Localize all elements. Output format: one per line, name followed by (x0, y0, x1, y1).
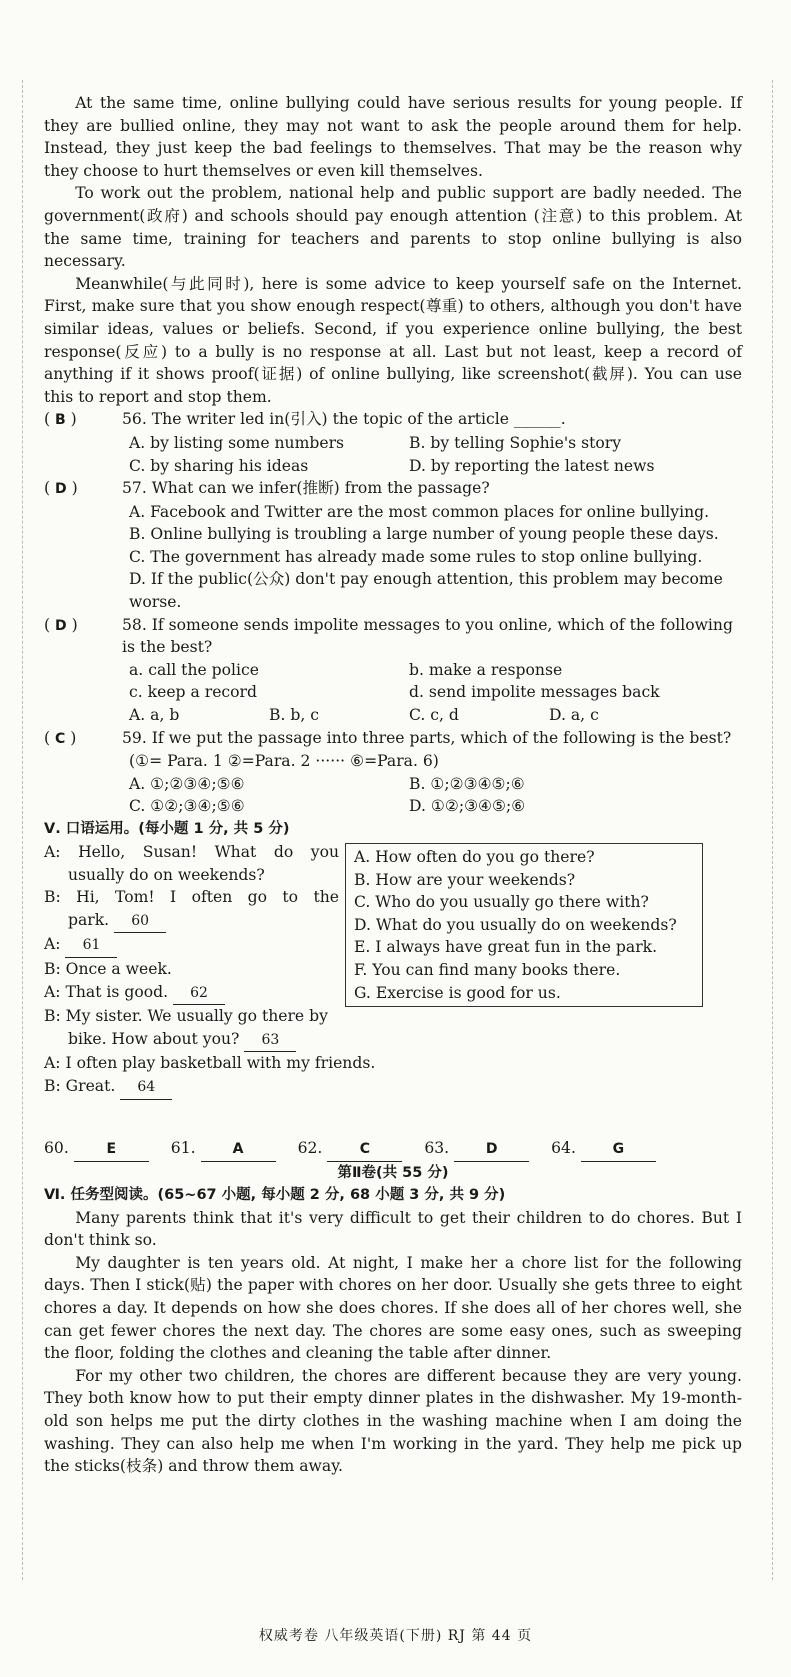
option: D. by reporting the latest news (409, 456, 655, 475)
choice: B. How are your weekends? (354, 870, 576, 889)
right-binding-line (772, 80, 773, 1580)
dialogue-area (44, 841, 742, 1141)
option: A. a, b (129, 706, 180, 725)
answer-slot: ( D ) (44, 615, 78, 634)
blank-60: 60 (114, 910, 166, 934)
answer-slot: ( B ) (44, 410, 77, 429)
option: C. The government has already made some rules to stop online bullying. (129, 547, 703, 566)
answer-64: 64. G (551, 1137, 656, 1162)
dialogue-line: B: Hi, Tom! I often go to the (44, 888, 339, 907)
page-footer: 权威考卷 八年级英语(下册) RJ 第 44 页 (258, 1628, 533, 1644)
items (129, 659, 742, 704)
question-59 (44, 727, 742, 751)
passage-paragraph: Meanwhile(与此同时), here is some advice to keep yourself safe on the Internet. First, make sure that you show enough respect(尊重) to others, although you don't have similar ideas, values or beliefs. Second, if you experience online bullying, the best response(反应) to a bully is no response at all. Last but not least, keep a record of anything if it shows proof(证据) of online bullying, like screenshot(截屏). You can use this to report and stop them. (44, 274, 742, 406)
option: C. ①②;③④;⑤⑥ (129, 797, 245, 816)
dialogue-line: bike. How about you? 63 (44, 1028, 339, 1053)
answer-slot: ( D ) (44, 479, 78, 498)
dialogue (44, 841, 376, 1100)
option: B. by telling Sophie's story (409, 433, 622, 452)
options (129, 432, 742, 477)
option: D. ①②;③④⑤;⑥ (409, 797, 526, 816)
options (129, 704, 742, 727)
content (44, 92, 742, 1478)
choice: G. Exercise is good for us. (354, 983, 561, 1002)
option: A. ①;②③④;⑤⑥ (129, 774, 245, 793)
passage-paragraph: At the same time, online bullying could have serious results for young people. If they are bullied online, they may not want to ask the people around them for help. Instead, they just keep the bad feelings to themselves. That may be the reason why they choose to hurt themselves or even kill themselves. (44, 94, 742, 180)
options (129, 773, 742, 818)
option: B. ①;②③④⑤;⑥ (409, 774, 525, 793)
choice: A. How often do you go there? (354, 848, 595, 866)
answer-60: 60. E (44, 1137, 149, 1162)
option: A. by listing some numbers (129, 433, 345, 452)
choices-box (345, 843, 703, 1007)
dialogue-line: usually do on weekends? (68, 865, 265, 884)
question-57 (44, 477, 742, 501)
question-stem: 58. If someone sends impolite messages to you online, which of the following is the best? (122, 615, 733, 657)
part-2-title: 第Ⅱ卷(共 55 分) (337, 1164, 449, 1181)
choice: D. What do you usually do on weekends? (354, 915, 677, 934)
question-note: (①= Para. 1 ②=Para. 2 ······ ⑥=Para. 6) (129, 752, 439, 771)
answer-61: 61. A (171, 1137, 276, 1162)
answer-slot: ( C ) (44, 728, 77, 747)
dialogue-line: A: I often play basketball with my friends. (44, 1054, 376, 1073)
option: C. c, d (409, 706, 459, 725)
passage-paragraph: To work out the problem, national help and public support are badly needed. The government(政府) and schools should pay enough attention (注意) to this problem. At the same time, training for teachers and parents to stop online bullying is also necessary. (44, 184, 742, 271)
question-stem: 59. If we put the passage into three parts, which of the following is the best? (122, 728, 732, 747)
blank-61: 61 (65, 934, 117, 958)
answer-63: 63. D (424, 1137, 529, 1162)
answer-62: 62. C (298, 1137, 403, 1162)
blank-62: 62 (173, 982, 225, 1006)
question-stem: 57. What can we infer(推断) from the passage? (122, 479, 490, 498)
task-paragraph: Many parents think that it's very difficult to get their children to do chores. But I don't think so. (44, 1208, 742, 1250)
option: D. If the public(公众) don't pay enough attention, this problem may become worse. (129, 570, 723, 612)
blank-63: 63 (244, 1029, 296, 1053)
dialogue-line: B: Great. 64 (44, 1075, 339, 1100)
option: A. Facebook and Twitter are the most common places for online bullying. (129, 502, 710, 521)
item: b. make a response (409, 660, 563, 679)
section-5-title: Ⅴ. 口语运用。(每小题 1 分, 共 5 分) (44, 821, 290, 837)
section-6-title: Ⅵ. 任务型阅读。(65~67 小题, 每小题 2 分, 68 小题 3 分, 共 9 分) (44, 1186, 506, 1203)
option: B. b, c (269, 706, 320, 725)
item: a. call the police (129, 660, 259, 679)
choice: E. I always have great fun in the park. (354, 938, 658, 957)
option: C. by sharing his ideas (129, 456, 309, 475)
task-paragraph: For my other two children, the chores are different because they are very young. They both know how to put their empty dinner plates in the dishwasher. My 19-month-old son helps me put the dirty clothes in the washing machine when I am doing the washing. They can also help me when I'm working in the yard. They help me pick up the sticks(枝条) and throw them away. (44, 1366, 742, 1476)
dialogue-line: A: Hello, Susan! What do you (44, 843, 339, 861)
item: d. send impolite messages back (409, 683, 660, 702)
choice: F. You can find many books there. (354, 960, 621, 979)
dialogue-line: B: Once a week. (44, 959, 172, 978)
dialogue-line: B: My sister. We usually go there by (44, 1007, 328, 1026)
dialogue-line: park. 60 (44, 909, 339, 934)
question-56 (44, 408, 742, 432)
dialogue-line: A: 61 (44, 933, 339, 958)
option: D. a, c (549, 706, 599, 725)
item: c. keep a record (129, 683, 257, 702)
question-58 (44, 614, 742, 659)
choice: C. Who do you usually go there with? (354, 893, 649, 912)
blank-64: 64 (120, 1076, 172, 1100)
dialogue-line: A: That is good. 62 (44, 981, 339, 1006)
task-paragraph: My daughter is ten years old. At night, I make her a chore list for the following days. Then I stick(贴) the paper with chores on her door. Usually she gets three to eight chores a day. It depends on how she does chores. If she does all of her chores well, she can get fewer chores the next day. The chores are some easy ones, such as sweeping the floor, folding the clothes and cleaning the table after dinner. (44, 1253, 742, 1363)
option: B. Online bullying is troubling a large number of young people these days. (129, 525, 719, 544)
left-binding-line (22, 80, 23, 1580)
question-stem: 56. The writer led in(引入) the topic of the article ______. (122, 410, 566, 429)
